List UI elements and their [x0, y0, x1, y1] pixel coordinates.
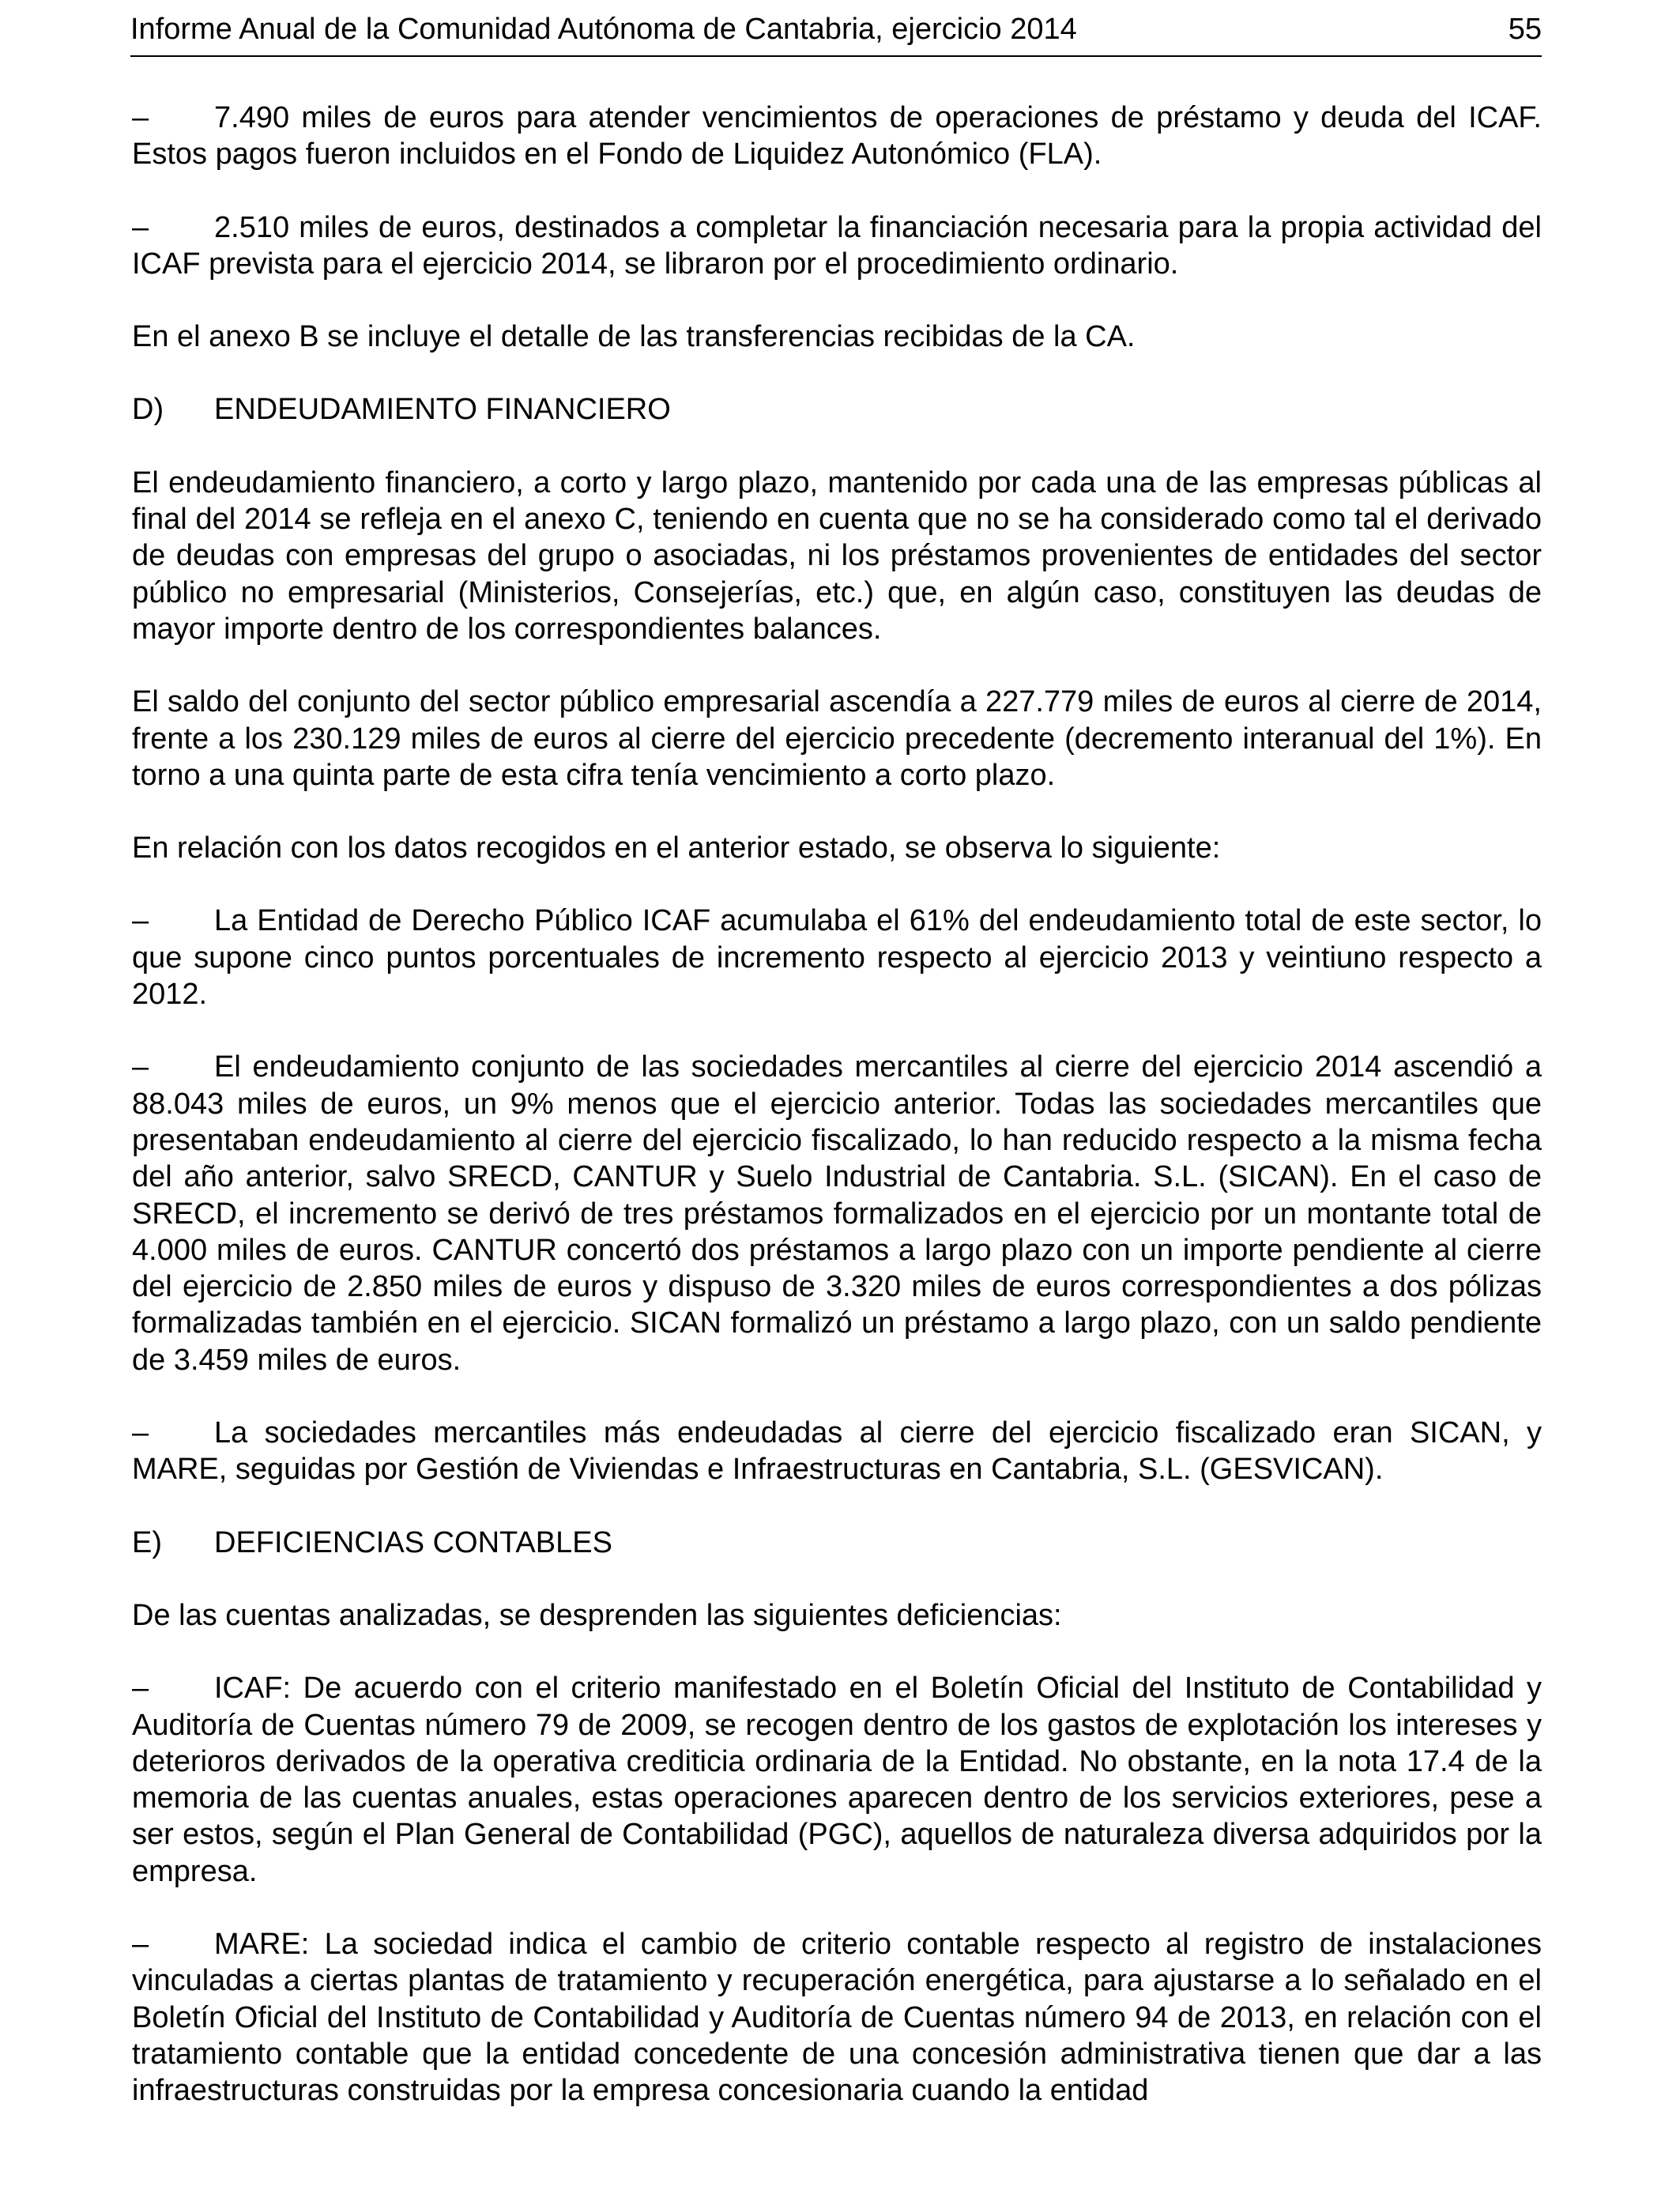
section-title: DEFICIENCIAS CONTABLES: [214, 1525, 612, 1559]
list-item: [132, 1670, 1542, 1890]
list-item-text: 2.510 miles de euros, destinados a completar la financiación necesaria para la propia actividad del ICAF prevista para el ejercicio 2014, se libraron por el procedimiento ordinario.: [132, 210, 1542, 281]
section-letter: D): [132, 393, 164, 427]
bullet-dash: –: [132, 210, 149, 244]
list-item: [132, 903, 1542, 1012]
body-text: [132, 100, 1542, 2145]
list-item-text: La sociedades mercantiles más endeudadas al cierre del ejercicio fiscalizado eran SICAN, y MARE, seguidas por Gestión de Viviendas e Infraestructuras en Cantabria, S.L. (GESVICAN).: [132, 1416, 1542, 1487]
list-item: [132, 209, 1542, 283]
paragraph: El endeudamiento financiero, a corto y largo plazo, mantenido por cada una de las empresas públicas al final del 2014 se refleja en el anexo C, teniendo en cuenta que no se ha considerado como tal el derivado de deudas con empresas del grupo o asociadas, ni los préstamos provenientes de entidades del sector público no empresarial (Ministerios, Consejerías, etc.) que, en algún caso, constituyen las deudas de mayor importe dentro de los correspondientes balances.: [132, 466, 1542, 646]
page-number: 55: [1508, 13, 1542, 46]
bullet-dash: –: [132, 1672, 149, 1706]
bullet-dash: –: [132, 1050, 149, 1084]
list-item-text: MARE: La sociedad indica el cambio de criterio contable respecto al registro de instalaciones vinculadas a ciertas plantas de tratamiento y recuperación energética, para ajustarse a lo señalado en el Boletín Oficial del Instituto de Contabilidad y Auditoría de Cuentas número 94 de 2013, en relación con el tratamiento contable que la entidad concedente de una concesión administrativa tienen que dar a las infraestructuras construidas por la empresa concesionaria cuando la entidad: [132, 1927, 1542, 2108]
bullet-dash: –: [132, 1416, 149, 1450]
list-item-text: 7.490 miles de euros para atender vencimientos de operaciones de préstamo y deuda del ICAF. Estos pagos fueron incluidos en el Fondo de Liquidez Autonómico (FLA).: [132, 101, 1542, 172]
list-item-text: ICAF: De acuerdo con el criterio manifestado en el Boletín Oficial del Instituto de Contabilidad y Auditoría de Cuentas número 79 de 2009, se recogen dentro de los gastos de explotación los intereses y deterioros derivados de la operativa crediticia ordinaria de la Entidad. No obstante, en la nota 17.4 de la memoria de las cuentas anuales, estas operaciones aparecen dentro de los servicios exteriores, pese a ser estos, según el Plan General de Contabilidad (PGC), aquellos de naturaleza diversa adquiridos por la empresa.: [132, 1672, 1542, 1888]
section-letter: E): [132, 1525, 162, 1559]
list-item: [132, 1415, 1542, 1488]
section-heading-e: [132, 1525, 1542, 1561]
bullet-dash: –: [132, 1927, 149, 1961]
bullet-dash: –: [132, 904, 149, 938]
header-rule: [130, 55, 1542, 57]
list-item: [132, 1049, 1542, 1378]
list-item-text: La Entidad de Derecho Público ICAF acumulaba el 61% del endeudamiento total de este sector, lo que supone cinco puntos porcentuales de incremento respecto al ejercicio 2013 y veintiuno respecto a 2012.: [132, 904, 1542, 1012]
section-heading-d: [132, 391, 1542, 428]
list-item: [132, 100, 1542, 173]
header-title: Informe Anual de la Comunidad Autónoma de Cantabria, ejercicio 2014: [130, 13, 1077, 46]
list-item: [132, 1926, 1542, 2109]
list-item-text: El endeudamiento conjunto de las sociedades mercantiles al cierre del ejercicio 2014 ascendió a 88.043 miles de euros, un 9% menos que el ejercicio anterior. Todas las sociedades mercantiles que presentaban endeudamiento al cierre del ejercicio fiscalizado, lo han reducido respecto a la misma fecha del año anterior, salvo SRECD, CANTUR y Suelo Industrial de Cantabria. S.L. (SICAN). En el caso de SRECD, el incremento se derivó de tres préstamos formalizados en el ejercicio por un montante total de 4.000 miles de euros. CANTUR concertó dos préstamos a largo plazo con un importe pendiente al cierre del ejercicio de 2.850 miles de euros y dispuso de 3.320 miles de euros correspondientes a dos pólizas formalizadas también en el ejercicio. SICAN formalizó un préstamo a largo plazo, con un saldo pendiente de 3.459 miles de euros.: [132, 1050, 1542, 1377]
section-title: ENDEUDAMIENTO FINANCIERO: [214, 393, 671, 427]
paragraph: El saldo del conjunto del sector público empresarial ascendía a 227.779 miles de euros al cierre de 2014, frente a los 230.129 miles de euros al cierre del ejercicio precedente (decremento interanual del 1%). En torno a una quinta parte de esta cifra tenía vencimiento a corto plazo.: [132, 685, 1542, 792]
bullet-dash: –: [132, 101, 149, 134]
paragraph: De las cuentas analizadas, se desprenden las siguientes deficiencias:: [132, 1598, 1062, 1632]
paragraph: En relación con los datos recogidos en el anterior estado, se observa lo siguiente:: [132, 831, 1221, 865]
paragraph: En el anexo B se incluye el detalle de las transferencias recibidas de la CA.: [132, 320, 1136, 354]
running-header: [130, 11, 1542, 47]
